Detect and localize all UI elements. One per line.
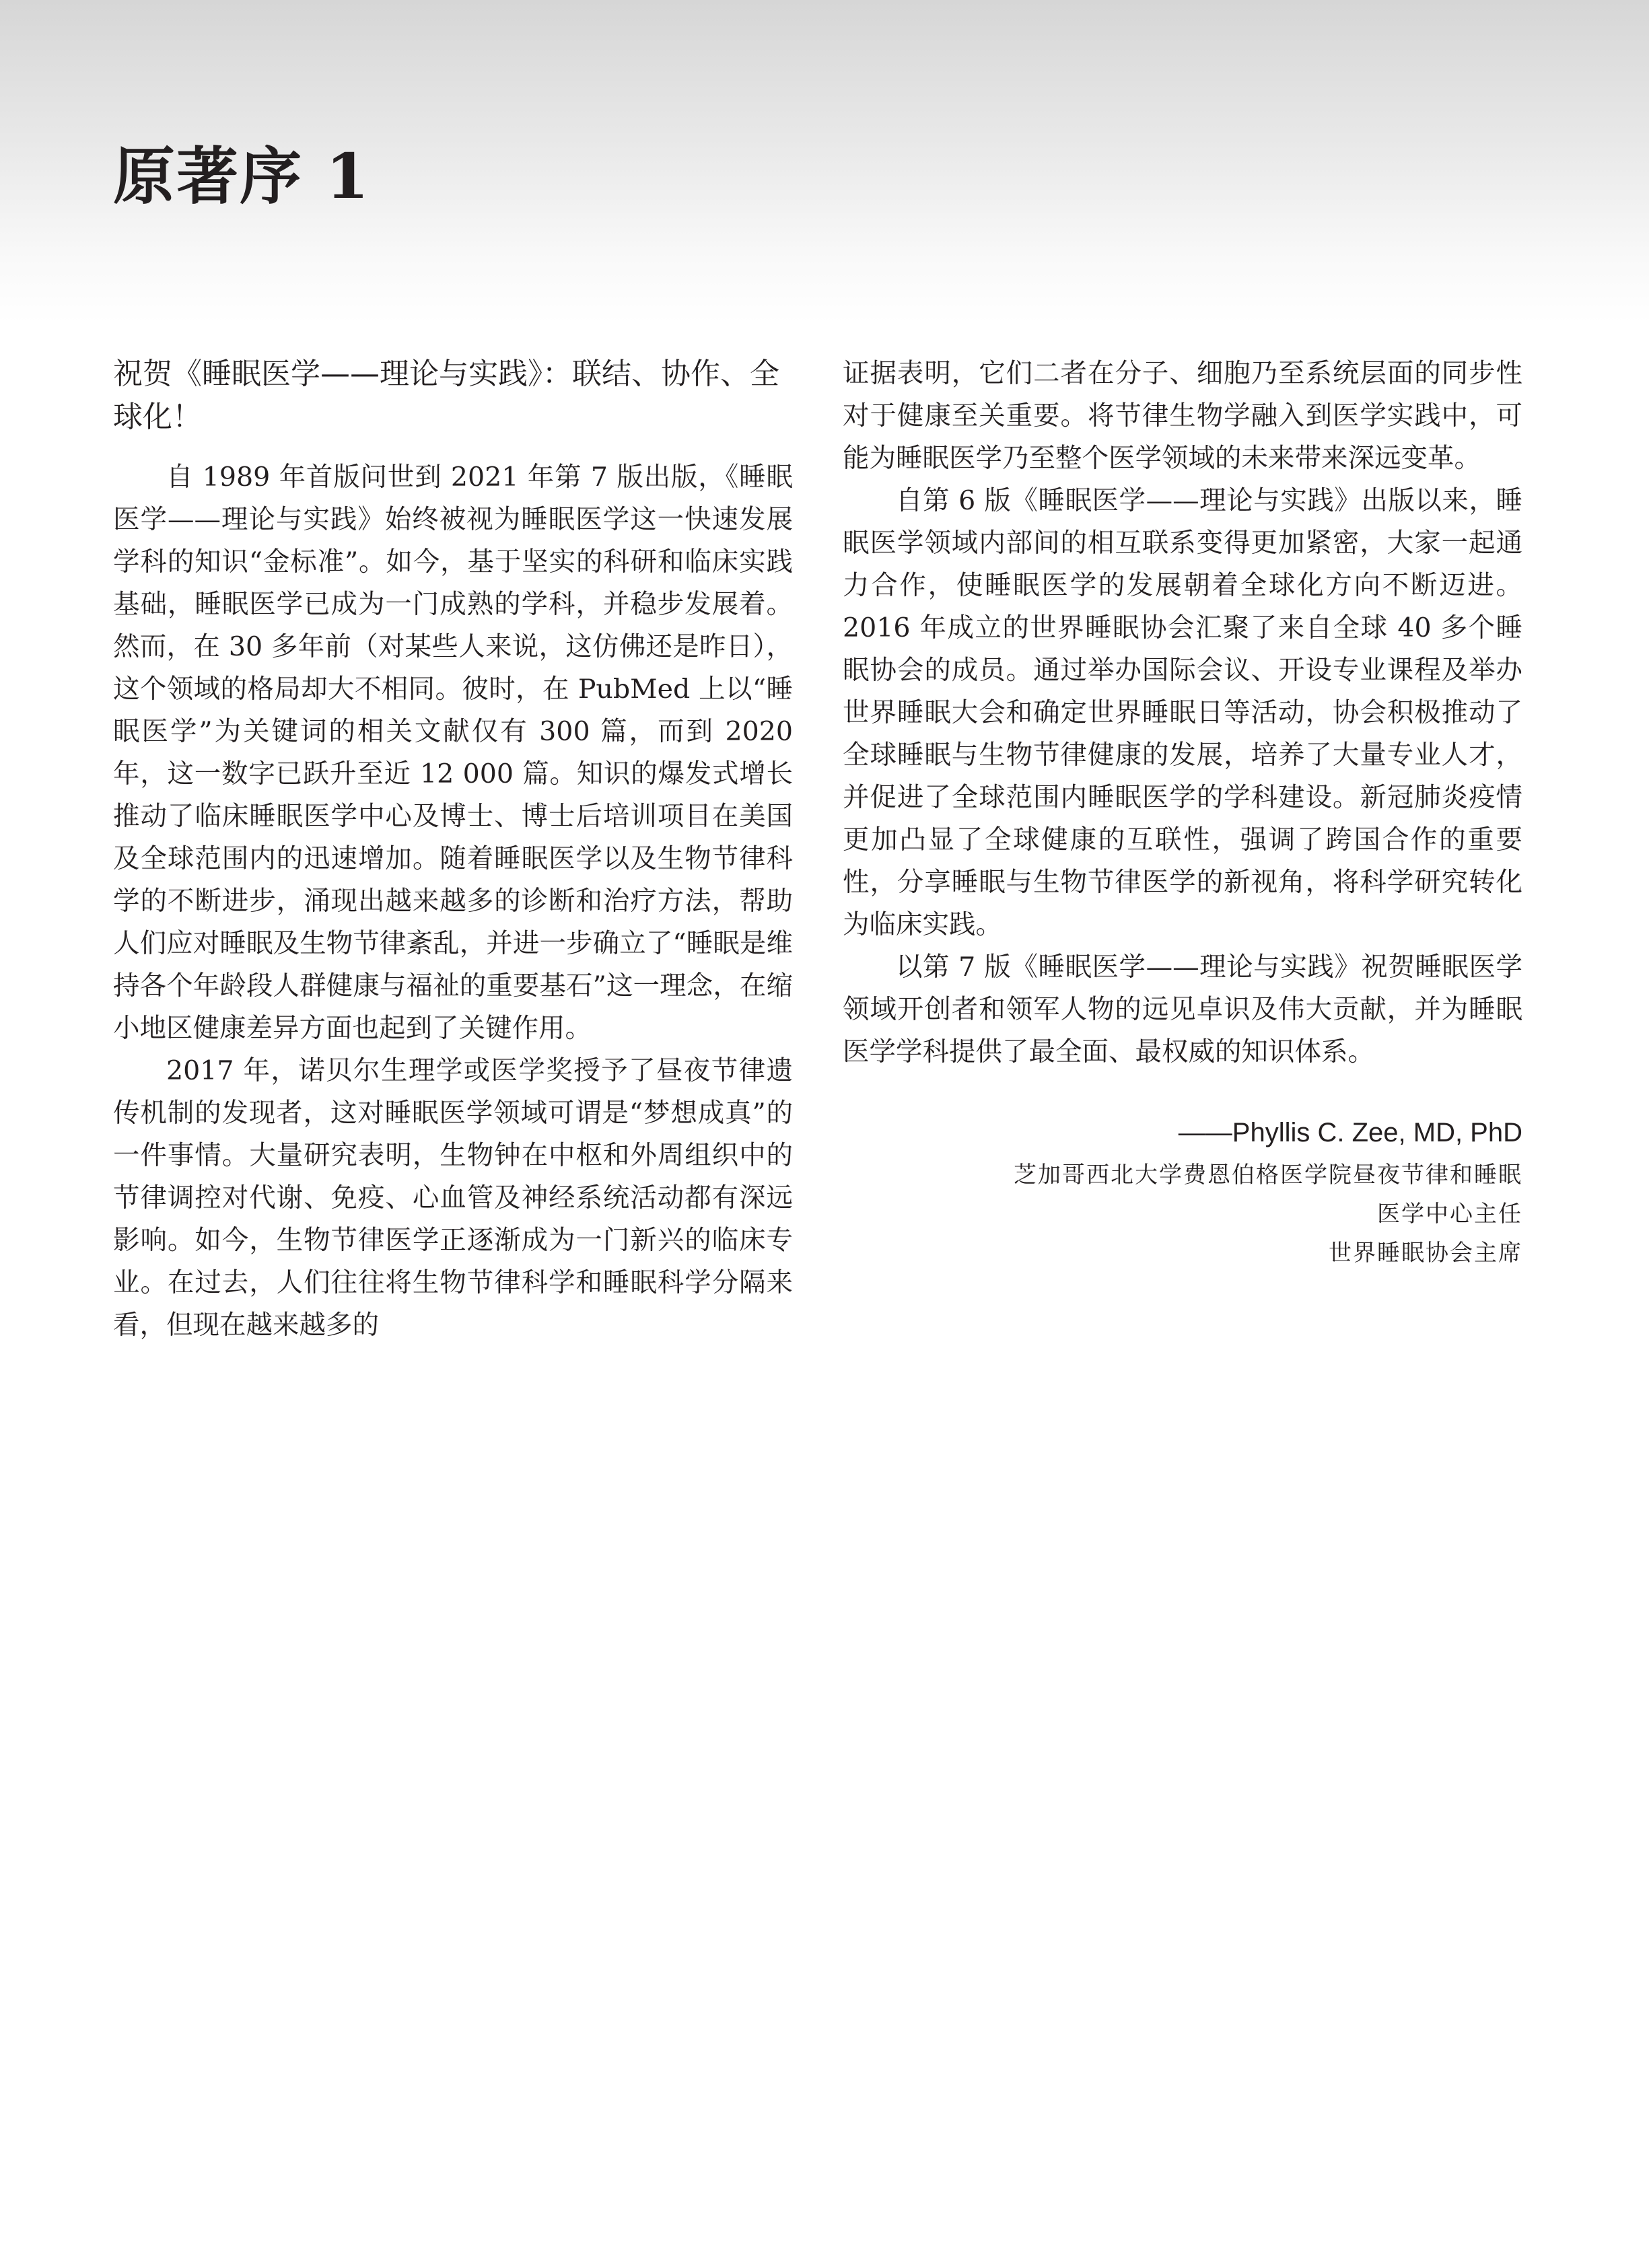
body-paragraph: 2017 年，诺贝尔生理学或医学奖授予了昼夜节律遗传机制的发现者，这对睡眠医学领域可谓是“梦想成真”的一件事情。大量研究表明，生物钟在中枢和外周组织中的节律调控对代谢、免疫、心血管及神经系统活动都有深远影响。如今，生物节律医学正逐渐成为一门新兴的临床专业。在过去，人们往往将生物节律科学和睡眠科学分隔来看，但现在越来越多的 bbox=[113, 1055, 793, 1341]
author-affiliation: 芝加哥西北大学费恩伯格医学院昼夜节律和睡眠 bbox=[1014, 1162, 1522, 1189]
right-column bbox=[843, 353, 1522, 1273]
body-paragraph: 自第 6 版《睡眠医学——理论与实践》出版以来，睡眠医学领域内部间的相互联系变得更加紧密，大家一起通力合作，使睡眠医学的发展朝着全球化方向不断迈进。2016 年成立的世界睡眠协会汇聚了来自全球 40 多个睡眠协会的成员。通过举办国际会议、开设专业课程及举办世界睡眠大会和确定世界睡眠日等活动，协会积极推动了全球睡眠与生物节律健康的发展，培养了大量专业人才，并促进了全球范围内睡眠医学的学科建设。新冠肺炎疫情更加凸显了全球健康的互联性，强调了跨国合作的重要性，分享睡眠与生物节律医学的新视角，将科学研究转化为临床实践。 bbox=[843, 485, 1522, 940]
section-subtitle: 祝贺《睡眠医学——理论与实践》：联结、协作、全球化！ bbox=[113, 357, 779, 434]
author-affiliation: 医学中心主任 bbox=[1377, 1201, 1522, 1228]
body-paragraph: 以第 7 版《睡眠医学——理论与实践》祝贺睡眠医学领域开创者和领军人物的远见卓识及伟大贡献，并为睡眠医学学科提供了最全面、最权威的知识体系。 bbox=[843, 952, 1522, 1067]
left-column bbox=[113, 353, 793, 1347]
author-role: 世界睡眠协会主席 bbox=[1329, 1240, 1522, 1267]
body-paragraph-continued: 证据表明，它们二者在分子、细胞乃至系统层面的同步性对于健康至关重要。将节律生物学融入到医学实践中，可能为睡眠医学乃至整个医学领域的未来带来深远变革。 bbox=[843, 358, 1522, 474]
body-paragraph: 自 1989 年首版问世到 2021 年第 7 版出版，《睡眠医学——理论与实践》始终被视为睡眠医学这一快速发展学科的知识“金标准”。如今，基于坚实的科研和临床实践基础，睡眠医学已成为一门成熟的学科，并稳步发展着。然而，在 30 多年前（对某些人来说，这仿佛还是昨日），这个领域的格局却大不相同。彼时，在 PubMed 上以“睡眠医学”为关键词的相关文献仅有 300 篇，而到 2020 年，这一数字已跃升至近 12 000 篇。知识的爆发式增长推动了临床睡眠医学中心及博士、博士后培训项目在美国及全球范围内的迅速增加。随着睡眠医学以及生物节律科学的不断进步，涌现出越来越多的诊断和治疗方法，帮助人们应对睡眠及生物节律紊乱，并进一步确立了“睡眠是维持各个年龄段人群健康与福祉的重要基石”这一理念，在缩小地区健康差异方面也起到了关键作用。 bbox=[113, 462, 793, 1044]
signature-block bbox=[843, 1114, 1522, 1273]
page-title: 原著序 1 bbox=[113, 140, 371, 213]
author-name: ——Phyllis C. Zee, MD, PhD bbox=[1178, 1118, 1522, 1147]
